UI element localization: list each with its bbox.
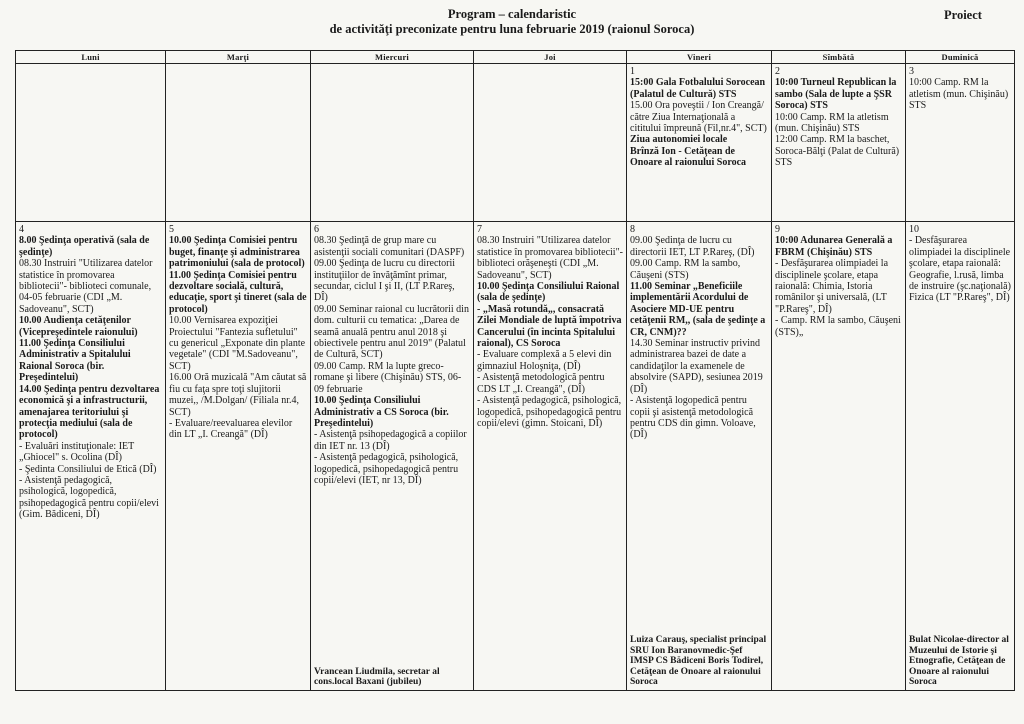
day-cell-feb-7	[474, 222, 627, 691]
day-number: 1	[630, 66, 635, 77]
day-number: 8	[630, 224, 635, 235]
event-entry: 10:00 Camp. RM la atletism (mun. Chişinău) STS	[909, 77, 1009, 112]
event-entry: 09.00 Camp. RM la lupte greco-romane şi libere (Chişinău) STS, 06-09 februarie	[314, 360, 462, 395]
event-entry: 10.00 Şedinţa Comisiei pentru buget, finanţe şi administrarea patrimoniului (sala de protocol)	[169, 235, 305, 270]
event-entry: Brînză Ion - Cetăţean de Onoare al raionului Soroca	[630, 145, 747, 169]
event-entry: 10.00 Şedinţa Consiliului Raional (sala de şedinţe)	[477, 281, 620, 304]
event-entry: - Evaluări instituţionale: IET „Ghiocel" s. Ocolina (DÎ)	[19, 440, 135, 464]
day-cell-feb-5	[166, 222, 311, 691]
day-number: 6	[314, 224, 319, 235]
event-entry: 15:00 Gala Fotbalului Sorocean (Palatul de Cultură) STS	[630, 77, 766, 100]
day-cell-empty	[16, 64, 166, 222]
event-entry: 12:00 Camp. RM la baschet, Soroca-Bălţi (Palat de Cultură) STS	[775, 134, 900, 169]
event-entry: 16.00 Oră muzicală "Am căutat să fiu cu faţa spre toţi slujitorii muzei,, /M.Dolgan/ (Filiala nr.4, SCT)	[169, 372, 307, 418]
day-cell-empty	[166, 64, 311, 222]
anniversary-note: Bulat Nicolae-director al Muzeului de Istorie şi Etnografie, Cetăţean de Onoare al raionului Soroca	[909, 635, 1009, 688]
event-entry: 10.00 Vernisarea expoziţiei Proiectului "Fantezia sufletului" cu genericul „Exponate din plante vegetale" (CDI "M.Sadoveanu", SCT)	[169, 315, 306, 372]
day-number: 10	[909, 224, 919, 235]
event-entry: - Asistenţă pedagogică, psihologică, logopedică, psihopedagogică pentru copii/elevi (gimn. Stoicani, DÎ)	[477, 395, 622, 429]
event-entry: - Desfăşurarea olimpiadei la disciplinele şcolare, etapa raională: Geografie, l.rusă, limba de instruire (şc.naţională) Fizica (LT "P.Rareş", DÎ)	[909, 235, 1011, 304]
day-header-tuesday: Marţi	[166, 51, 311, 64]
day-header-wednesday: Miercuri	[311, 51, 474, 64]
day-cell-feb-9	[772, 222, 906, 691]
event-entry: - Desfăşurarea olimpiadei la disciplinele şcolare, etapa raională: Chimia, Istoria românilor şi universală, (LT "P.Rareş", DÎ)	[775, 258, 889, 315]
day-header-sunday: Duminică	[906, 51, 1015, 64]
event-entry: - Asistenţă metodologică pentru CDS LT „I. Creangă", (DÎ)	[477, 372, 605, 395]
event-entry: - Asistenţă psihopedagogică a copiilor din IET nr. 13 (DÎ)	[314, 429, 467, 452]
event-entry: - Asistenţă pedagogică, psihologică, logopedică, psihopedagogică pentru copii/elevi (IET, nr 13, DÎ)	[314, 452, 459, 486]
event-entry: 11.00 Şedinţa Consiliului Administrativ a Spitalului Raional Soroca (bir. Preşedintelui)	[19, 338, 131, 384]
day-header-thursday: Joi	[474, 51, 627, 64]
day-cell-feb-4	[16, 222, 166, 691]
day-cell-feb-3	[906, 64, 1015, 222]
day-cell-feb-10	[906, 222, 1015, 691]
event-entry: 09.00 Şedinţa de lucru cu directorii IET, LT P.Rareş, (DÎ)	[630, 235, 755, 258]
event-entry: 08.30 Instruiri "Utilizarea datelor statistice în promovarea bibliotecii"- biblioteci orăşeneşti (CDI „M. Sadoveanu", SCT)	[477, 235, 623, 281]
day-number: 3	[909, 66, 914, 77]
event-entry: - „Masă rotundă„, consacrată Zilei Mondiale de luptă împotriva Cancerului (în incinta Spitalului raional), CS Soroca	[477, 303, 622, 350]
event-entry: - Evaluare/reevaluarea elevilor din LT „I. Creangă" (DÎ)	[169, 417, 293, 441]
event-entry: 10:00 Camp. RM la atletism (mun. Chişinău) STS	[775, 111, 889, 135]
anniversary-note: Luiza Carauş, specialist principal SRU Ion Baranovmedic-Şef IMSP CS Bădiceni Boris Todirel, Cetăţean de Onoare al raionului Soroca	[630, 635, 767, 688]
event-entry: 11.00 Şedinţa Comisiei pentru dezvoltare socială, cultură, educaţie, sport şi tineret (sala de protocol)	[169, 269, 307, 315]
day-cell-empty	[474, 64, 627, 222]
event-entry: 10.00 Audienţa cetăţenilor (Vicepreşedintele raionului)	[19, 315, 138, 338]
day-header-monday: Luni	[16, 51, 166, 64]
day-cell-feb-6	[311, 222, 474, 691]
day-cell-feb-2	[772, 64, 906, 222]
event-entry: 09.00 Seminar raional cu lucrătorii din dom. culturii cu tematica: „Darea de seamă anuală pentru anul 2018 şi obiectivele pentru anul 2019" (Palatul de Cultură, SCT)	[314, 303, 469, 361]
event-entry: 10.00 Şedinţa Consiliului Administrativ a CS Soroca (bir. Preşedintelui)	[314, 395, 449, 429]
event-entry: - Evaluare complexă a 5 elevi din gimnaziul Holoşniţa, (DÎ)	[477, 349, 612, 372]
event-entry: 08.30 Instruiri "Utilizarea datelor statistice în promovarea bibliotecii"- biblioteci comunale, 04-05 februarie (CDI „M. Sadoveanu", SCT)	[19, 258, 153, 315]
calendar-table	[15, 50, 1015, 691]
day-number: 4	[19, 224, 24, 235]
event-entry: - Asistenţă logopedică pentru copii şi asistenţă metodologică pentru CDS din gimn. Voloave, (DÎ)	[630, 395, 756, 441]
event-entry: 11.00 Seminar „Beneficiile implementării Acordului de Asociere MD-UE pentru cetăţenii RM,, (sala de şedinţe a CR, CNM)??	[630, 281, 766, 338]
event-entry: - Asistenţă pedagogică, psihologică, logopedică, psihopedagogică pentru copii/elevi (Gim. Bădiceni, DÎ)	[19, 474, 159, 521]
event-entry: 8.00 Şedinţa operativă (sala de şedinţe)	[19, 235, 150, 258]
event-entry: - Şedinta Consiliului de Etică (DÎ)	[19, 463, 157, 475]
day-number: 5	[169, 224, 174, 235]
event-entry: 09.00 Camp. RM la sambo, Căuşeni (STS)	[630, 258, 741, 281]
event-entry: 14.30 Seminar instructiv privind administrarea bazei de date a candidaţilor la examenele de absolvire (SAPD), sesiunea 2019 (DÎ)	[630, 338, 763, 395]
day-header-friday: Vineri	[627, 51, 772, 64]
week-row-1	[16, 64, 1015, 222]
day-number: 2	[775, 66, 780, 77]
event-entry: - Camp. RM la sambo, Căuşeni (STS)„	[775, 315, 901, 338]
day-cell-feb-8	[627, 222, 772, 691]
week-row-2	[16, 222, 1015, 691]
day-number: 9	[775, 224, 780, 235]
event-entry: 09.00 Şedinţa de lucru cu directorii instituţiilor de învăţămînt primar, secundar, ciclul I şi II, (LT P.Rareş, DÎ)	[314, 258, 456, 304]
event-entry: 10:00 Turneul Republican la sambo (Sala de lupte a ŞSR Soroca) STS	[775, 77, 897, 112]
event-entry: 15.00 Ora poveştii / Ion Creangă/ către Ziua Internaţională a cititului împreună (Fil,nr.4", SCT)	[630, 100, 767, 135]
event-entry: 14.00 Şedinţa pentru dezvoltarea economică şi a infrastructurii, amenajarea teritoriului şi protecţia mediului (sala de protocol)	[19, 383, 160, 441]
day-number: 7	[477, 224, 482, 235]
day-header-saturday: Sîmbătă	[772, 51, 906, 64]
document-subtitle: de activităţi preconizate pentru luna februarie 2019 (raionul Soroca)	[329, 22, 695, 36]
day-cell-empty	[311, 64, 474, 222]
event-entry: 08.30 Şedinţă de grup mare cu asistenţii sociali comunitari (DASPF)	[314, 235, 465, 258]
project-label: Proiect	[944, 8, 982, 22]
document-title: Program – calendaristic	[447, 7, 577, 21]
event-entry: 10:00 Adunarea Generală a FBRM (Chişinău) STS	[775, 235, 893, 258]
day-cell-feb-1	[627, 64, 772, 222]
weekday-header-row	[16, 51, 1015, 64]
anniversary-note: Vrancean Liudmila, secretar al cons.local Baxani (jubileu)	[314, 666, 440, 688]
event-entry: Ziua autonomiei locale	[630, 134, 728, 146]
